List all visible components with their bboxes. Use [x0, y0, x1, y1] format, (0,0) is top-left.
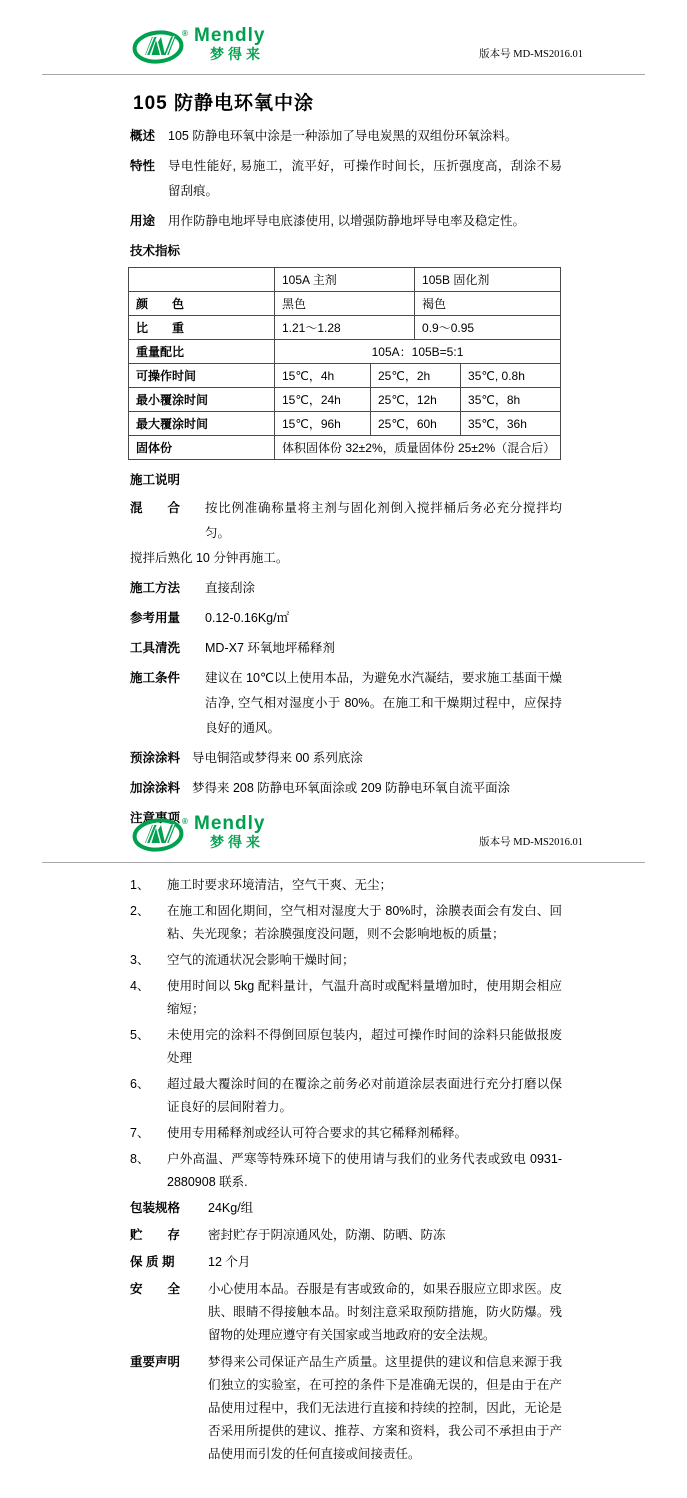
storage-label: 贮 存 — [130, 1228, 181, 1242]
method-label: 施工方法 — [130, 581, 181, 595]
cleaning-entry — [130, 636, 562, 661]
note-text: 空气的流通状况会影响干燥时间； — [167, 953, 355, 967]
note-text: 未使用完的涂料不得倒回原包装内，超过可操作时间的涂料只能做报废处理 — [167, 1028, 562, 1065]
features-label: 特性 — [130, 159, 156, 173]
usage-entry — [130, 209, 562, 234]
brand-logo — [133, 26, 687, 70]
mendly-logo-icon — [133, 814, 189, 854]
ratio-value: 105A：105B=5:1 — [275, 340, 561, 364]
header-rule — [42, 862, 645, 863]
note-number: 5、 — [130, 1028, 150, 1042]
method-entry — [130, 576, 562, 601]
note-text: 在施工和固化期间，空气相对湿度大于 80%时，涂膜表面会有发白、回粘、失光现象；若涂膜强度没问题，则不会影响地板的质量； — [167, 904, 562, 941]
note-item-5 — [130, 1024, 562, 1070]
method-text: 直接刮涂 — [205, 581, 256, 595]
usage-label: 用途 — [130, 214, 156, 228]
note-text: 超过最大覆涂时间的在覆涂之前务必对前道涂层表面进行充分打磨以保证良好的层间附着力。 — [167, 1077, 562, 1114]
note-item-1 — [130, 874, 562, 897]
mixing-label: 混 合 — [130, 501, 181, 515]
table-row-color — [129, 292, 561, 316]
notes-heading: 注意事项 — [130, 811, 181, 825]
packing-label: 包装规格 — [130, 1201, 181, 1215]
mixing-entry — [130, 496, 562, 546]
cleaning-text: MD-X7 环氧地坪稀释剂 — [205, 641, 335, 655]
note-item-6 — [130, 1073, 562, 1119]
storage-entry — [130, 1224, 562, 1247]
page2-bottom — [130, 1197, 562, 1466]
statement-label: 重要声明 — [130, 1355, 181, 1369]
max-recoat-35c: 35℃，36h — [461, 412, 561, 436]
page2-header — [0, 788, 687, 863]
min-recoat-label: 最小覆涂时间 — [129, 388, 275, 412]
mixing-text: 按比例准确称量将主剂与固化剂倒入搅拌桶后务必充分搅拌均匀。 — [205, 501, 562, 540]
note-item-2 — [130, 900, 562, 946]
max-recoat-label: 最大覆涂时间 — [129, 412, 275, 436]
note-number: 8、 — [130, 1152, 150, 1166]
overview-text: 105 防静电环氧中涂是一种添加了导电炭黑的双组份环氧涂料。 — [168, 129, 518, 143]
solids-value: 体积固体份 32±2%，质量固体份 25±2%（混合后） — [275, 436, 561, 460]
page-title: 105 防静电环氧中涂 — [133, 93, 314, 114]
gravity-label: 比 重 — [129, 316, 275, 340]
mendly-logo-icon — [133, 26, 189, 66]
table-row-solids — [129, 436, 561, 460]
conditions-entry — [130, 666, 562, 741]
precoat-label: 预涂涂料 — [130, 751, 181, 765]
worktime-label: 可操作时间 — [129, 364, 275, 388]
topcoat-label: 加涂涂料 — [130, 781, 181, 795]
table-row-min-recoat — [129, 388, 561, 412]
table-row-header — [129, 268, 561, 292]
note-number: 7、 — [130, 1126, 150, 1140]
mixing-note: 搅拌后熟化 10 分钟再施工。 — [130, 551, 289, 565]
shelf-life-text: 12 个月 — [208, 1255, 251, 1269]
storage-text: 密封贮存于阴凉通风处，防潮、防晒、防冻 — [208, 1228, 446, 1242]
brand-name: Mendly — [194, 813, 266, 834]
table-row-ratio — [129, 340, 561, 364]
dosage-text: 0.12-0.16Kg/㎡ — [205, 611, 290, 625]
max-recoat-15c: 15℃，96h — [275, 412, 371, 436]
cleaning-label: 工具清洗 — [130, 641, 181, 655]
conditions-text: 建议在 10℃以上使用本品，为避免水汽凝结，要求施工基面干燥洁净, 空气相对湿度小于 80%。在施工和干燥期过程中，应保持良好的通风。 — [205, 671, 562, 735]
brand-name-chinese: 梦得来 — [210, 834, 264, 850]
page1-header — [0, 0, 687, 75]
worktime-35c: 35℃, 0.8h — [461, 364, 561, 388]
shelf-life-label: 保 质 期 — [130, 1255, 175, 1269]
note-item-8 — [130, 1148, 562, 1194]
notes-list — [130, 874, 562, 1194]
version-number: 版本号 MD-MS2016.01 — [479, 49, 583, 60]
overview-label: 概述 — [130, 129, 156, 143]
min-recoat-25c: 25℃，12h — [371, 388, 461, 412]
solids-label: 固体份 — [129, 436, 275, 460]
note-text: 使用时间以 5kg 配料量计，气温升高时或配料量增加时，使用期会相应缩短； — [167, 979, 562, 1016]
note-number: 3、 — [130, 953, 150, 967]
gravity-105a: 1.21～1.28 — [275, 316, 415, 340]
usage-text: 用作防静电地坪导电底漆使用, 以增强防静地坪导电率及稳定性。 — [168, 214, 525, 228]
min-recoat-15c: 15℃，24h — [275, 388, 371, 412]
brand-name-chinese: 梦得来 — [210, 46, 264, 62]
page-2 — [0, 788, 687, 1498]
max-recoat-25c: 25℃，60h — [371, 412, 461, 436]
precoat-entry — [130, 746, 562, 771]
page1-content — [130, 124, 562, 834]
brand-wordmark — [194, 814, 265, 849]
brand-name: Mendly — [194, 25, 266, 46]
dosage-entry — [130, 606, 562, 631]
spec-table — [128, 267, 561, 460]
packing-text: 24Kg/组 — [208, 1201, 254, 1215]
color-105a: 黑色 — [275, 292, 415, 316]
version-number: 版本号 MD-MS2016.01 — [479, 837, 583, 848]
features-text: 导电性能好, 易施工，流平好，可操作时间长，压折强度高，刮涂不易留刮痕。 — [168, 159, 562, 198]
min-recoat-35c: 35℃，8h — [461, 388, 561, 412]
table-row-max-recoat — [129, 412, 561, 436]
registered-mark: ® — [182, 29, 188, 38]
gravity-105b: 0.9～0.95 — [415, 316, 561, 340]
dosage-label: 参考用量 — [130, 611, 181, 625]
cell-105b-header: 105B 固化剂 — [415, 268, 561, 292]
note-text: 使用专用稀释剂或经认可符合要求的其它稀释剂稀释。 — [167, 1126, 468, 1140]
features-entry — [130, 154, 562, 204]
header-rule — [42, 74, 645, 75]
note-item-4 — [130, 975, 562, 1021]
table-row-worktime — [129, 364, 561, 388]
worktime-15c: 15℃，4h — [275, 364, 371, 388]
cell-105a-header: 105A 主剂 — [275, 268, 415, 292]
safety-text: 小心使用本品。吞服是有害或致命的，如果吞服应立即求医。皮肤、眼睛不得接触本品。时刻注意采取预防措施，防火防爆。残留物的处理应遵守有关国家或当地政府的安全法规。 — [208, 1282, 562, 1342]
color-label: 颜 色 — [129, 292, 275, 316]
statement-text: 梦得来公司保证产品生产质量。这里提供的建议和信息来源于我们独立的实验室，在可控的条件下是准确无误的，但是由于在产品使用过程中，我们无法进行直接和持续的控制，因此，无论是否采用所提供的建议、推荐、方案和资料，我公司不承担由于产品使用而引发的任何直接或间接责任。 — [208, 1355, 562, 1461]
brand-wordmark — [194, 26, 265, 61]
note-number: 4、 — [130, 979, 150, 993]
worktime-25c: 25℃，2h — [371, 364, 461, 388]
note-number: 1、 — [130, 878, 150, 892]
safety-label: 安 全 — [130, 1282, 181, 1296]
topcoat-text: 梦得来 208 防静电环氧面涂或 209 防静电环氧自流平面涂 — [192, 781, 511, 795]
note-text: 户外高温、严寒等特殊环境下的使用请与我们的业务代表或致电 0931-2880908 联系. — [167, 1152, 562, 1189]
construction-heading: 施工说明 — [130, 473, 181, 487]
table-row-gravity — [129, 316, 561, 340]
ratio-label: 重量配比 — [129, 340, 275, 364]
packing-entry — [130, 1197, 562, 1220]
overview-entry — [130, 124, 562, 149]
cell-blank — [129, 268, 275, 292]
color-105b: 褐色 — [415, 292, 561, 316]
registered-mark: ® — [182, 817, 188, 826]
note-item-3 — [130, 949, 562, 972]
note-number: 6、 — [130, 1077, 150, 1091]
note-number: 2、 — [130, 904, 150, 918]
tech-specs-heading: 技术指标 — [130, 244, 181, 258]
note-text: 施工时要求环境清洁，空气干爽、无尘； — [167, 878, 393, 892]
precoat-text: 导电铜箔或梦得来 00 系列底涂 — [192, 751, 363, 765]
brand-logo — [133, 814, 687, 858]
safety-entry — [130, 1278, 562, 1347]
conditions-label: 施工条件 — [130, 671, 181, 685]
note-item-7 — [130, 1122, 562, 1145]
statement-entry — [130, 1351, 562, 1466]
shelf-life-entry — [130, 1251, 562, 1274]
